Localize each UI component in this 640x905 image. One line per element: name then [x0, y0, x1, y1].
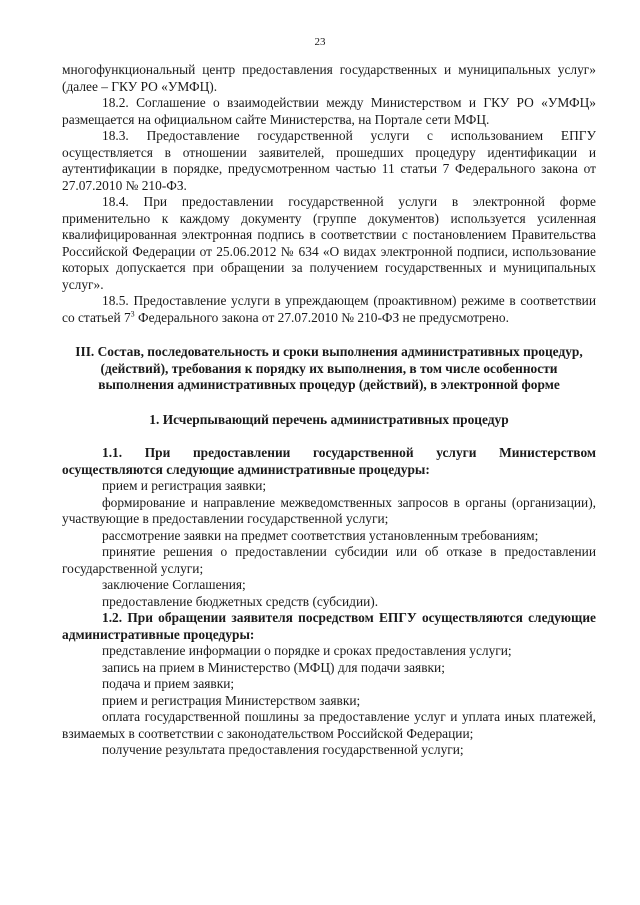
clause-1-1-lead [62, 445, 596, 478]
list-item: представление информации о порядке и сроках предоставления услуги; [102, 643, 512, 658]
paragraph-18-5-end: Федерального закона от 27.07.2010 № 210-ФЗ не предусмотрено. [134, 309, 509, 325]
list-item: формирование и направление межведомственных запросов в органы (организации), участвующие в предоставлении государственной услуги; [62, 494, 596, 526]
paragraph-18-4: 18.4. При предоставлении государственной услуги в электронной форме применительно к каждому документу (группе документов) используется усиленная квалифицированная электронная подпись в соответствии с постановлением Правительства Российской Федерации от 25.06.2012 № 634 «О видах электронной подписи, использование которых допускается при обращении за получением государственных и муниципальных услуг». [62, 194, 596, 292]
paragraph-continuation: многофункциональный центр предоставления государственных и муниципальных услуг» (далее – ГКУ РО «УМФЦ). [62, 62, 596, 94]
paragraph-18-3: 18.3. Предоставление государственной услуги с использованием ЕПГУ осуществляется в отношении заявителей, прошедших процедуру идентификации и аутентификации в порядке, предусмотренном частью 11 статьи 7 Федерального закона от 27.07.2010 № 210-ФЗ. [62, 128, 596, 193]
list-item: оплата государственной пошлины за предоставление услуг и уплата иных платежей, взимаемых в соответствии с законодательством Российской Федерации; [62, 709, 596, 741]
list-item: принятие решения о предоставлении субсидии или об отказе в предоставлении государственной услуги; [62, 544, 596, 576]
paragraph-18-5 [62, 293, 596, 326]
paragraph-18-2: 18.2. Соглашение о взаимодействии между Министерством и ГКУ РО «УМФЦ» размещается на официальном сайте Министерства, на Портале сети МФЦ. [62, 95, 596, 127]
superscript-article-number: 3 [130, 309, 135, 319]
list-item: прием и регистрация заявки; [102, 478, 267, 493]
list-item: рассмотрение заявки на предмет соответствия установленным требованиям; [102, 527, 539, 543]
document-body [62, 62, 596, 759]
subsection-heading: 1. Исчерпывающий перечень административных процедур [149, 411, 509, 427]
list-item: предоставление бюджетных средств (субсидии). [102, 593, 379, 609]
list-item: подача и прием заявки; [102, 676, 235, 691]
list-item: заключение Соглашения; [102, 577, 246, 592]
clause-1-2-lead [62, 610, 596, 643]
list-item: получение результата предоставления государственной услуги; [102, 742, 464, 757]
clause-1-2-lead-text: 1.2. При обращении заявителя посредством ЕПГУ осуществляются следующие административные процедуры: [62, 610, 596, 642]
paragraph-18-5-start: 18.5. Предоставление услуги в упреждающем (проактивном) режиме в соответствии со статьей 7 [62, 293, 596, 325]
clause-1-1-lead-text: 1.1. При предоставлении государственной услуги Министерством осуществляются следующие административные процедуры: [62, 445, 596, 477]
list-item: прием и регистрация Министерством заявки; [102, 692, 361, 708]
page-number: 23 [314, 36, 326, 48]
list-item: запись на прием в Министерство (МФЦ) для подачи заявки; [102, 659, 445, 675]
section-heading: III. Состав, последовательность и сроки выполнения административных процедур, (действий), требования к порядку их выполнения, в том числе особенности выполнения административных процедур (действий), в электронной форме [75, 344, 583, 392]
